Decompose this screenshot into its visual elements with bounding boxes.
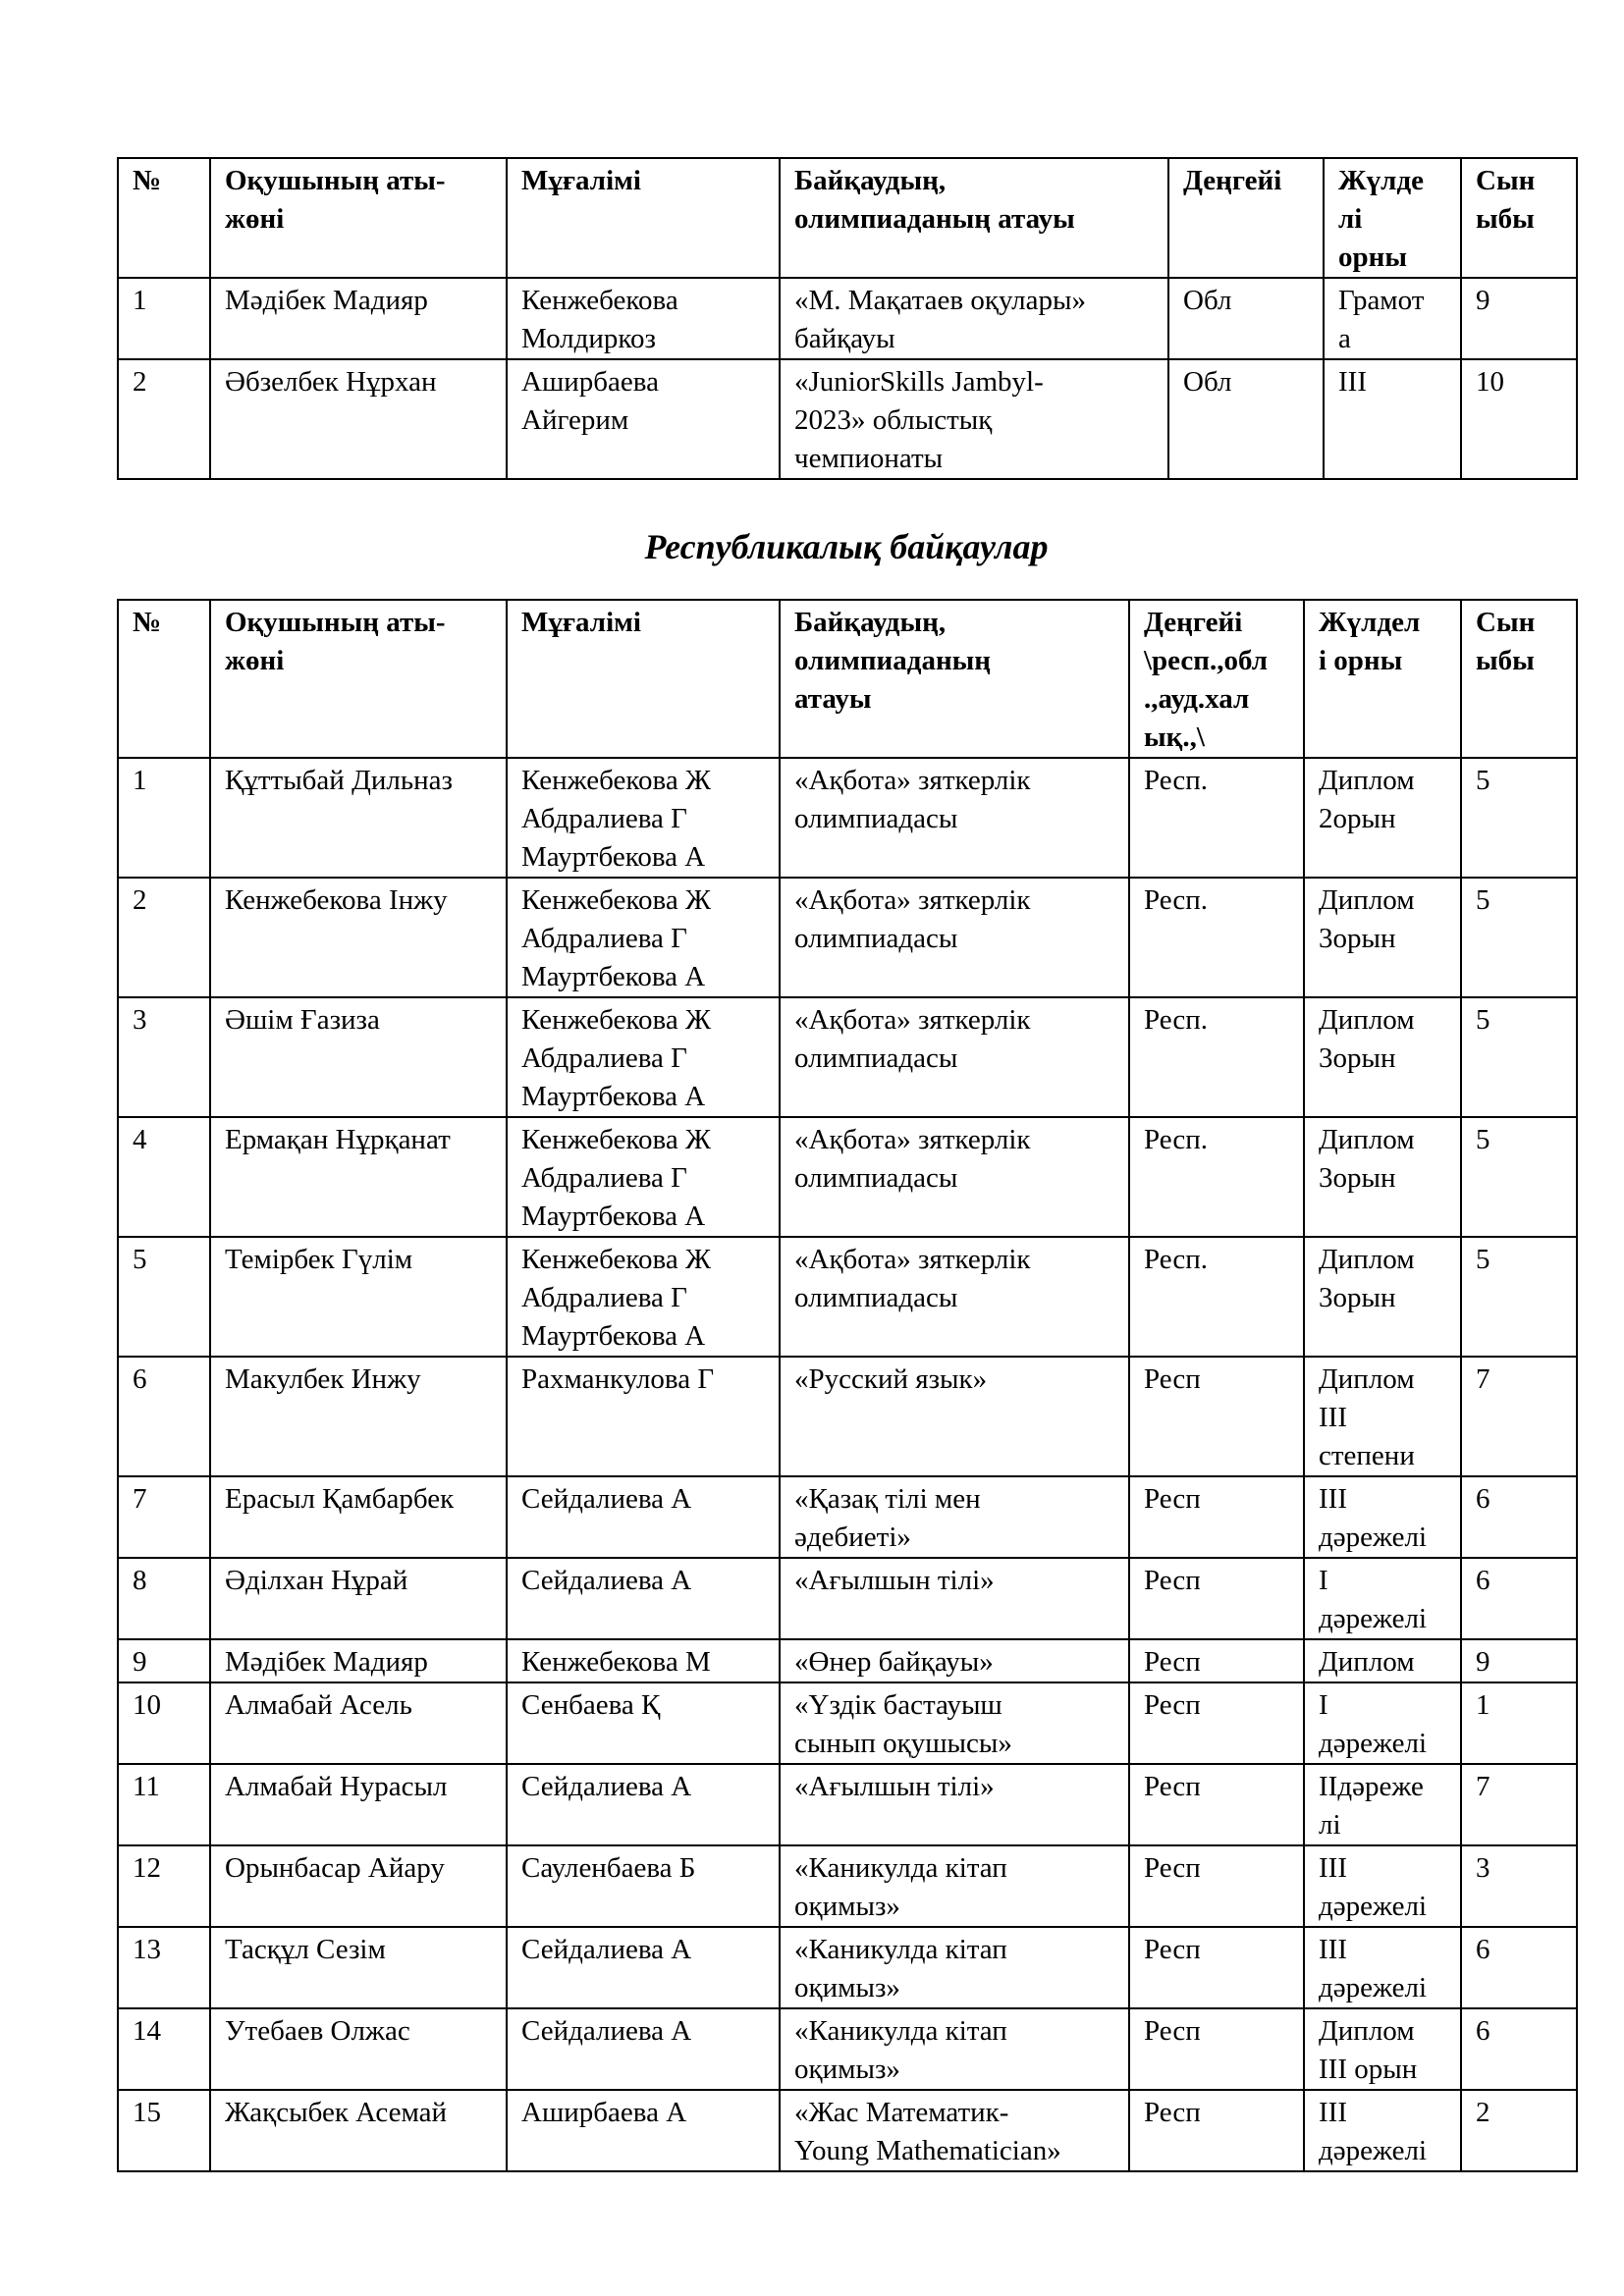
cell-competition: «Ақбота» зяткерлік олимпиадасы [780, 758, 1129, 878]
cell-student-name: Утебаев Олжас [210, 2008, 507, 2090]
table-row [118, 1237, 1577, 1357]
cell-number: 10 [118, 1682, 210, 1764]
cell-competition: «Үздік бастауыш сынып оқушысы» [780, 1682, 1129, 1764]
cell-teacher: Кенжебекова Ж Абдралиева Г Мауртбекова А [507, 878, 780, 997]
cell-competition: «Ағылшын тілі» [780, 1558, 1129, 1639]
republic-results-table [117, 599, 1578, 2172]
cell-student-name: Ерасыл Қамбарбек [210, 1476, 507, 1558]
cell-competition: «Өнер байқауы» [780, 1639, 1129, 1682]
cell-student-name: Мәдібек Мадияр [210, 278, 507, 359]
cell-competition: «Жас Математик- Young Mathematician» [780, 2090, 1129, 2171]
cell-grade: 5 [1461, 878, 1577, 997]
cell-place: ІІІ дәрежелі [1304, 1845, 1461, 1927]
cell-competition: «Ақбота» зяткерлік олимпиадасы [780, 1237, 1129, 1357]
table-row [118, 1117, 1577, 1237]
cell-number: 1 [118, 758, 210, 878]
cell-place: Диплом 3орын [1304, 878, 1461, 997]
cell-level: Респ. [1129, 1237, 1304, 1357]
cell-student-name: Макулбек Инжу [210, 1357, 507, 1476]
cell-level: Респ [1129, 1845, 1304, 1927]
table-row [118, 997, 1577, 1117]
cell-grade: 5 [1461, 758, 1577, 878]
cell-number: 15 [118, 2090, 210, 2171]
cell-level: Респ [1129, 1476, 1304, 1558]
header-row [118, 158, 1577, 278]
cell-competition: «М. Мақатаев оқулары» байқауы [780, 278, 1168, 359]
cell-grade: 6 [1461, 1558, 1577, 1639]
cell-level: Респ [1129, 1639, 1304, 1682]
cell-level: Респ. [1129, 997, 1304, 1117]
cell-number: 9 [118, 1639, 210, 1682]
cell-grade: 10 [1461, 359, 1577, 479]
cell-level: Респ [1129, 1357, 1304, 1476]
cell-student-name: Тасқұл Сезім [210, 1927, 507, 2008]
cell-teacher: Сенбаева Қ [507, 1682, 780, 1764]
cell-grade: 5 [1461, 1237, 1577, 1357]
cell-number: 1 [118, 278, 210, 359]
table-row [118, 1639, 1577, 1682]
cell-number: 12 [118, 1845, 210, 1927]
cell-grade: 6 [1461, 1476, 1577, 1558]
cell-teacher: Кенжебекова М [507, 1639, 780, 1682]
cell-grade: 9 [1461, 1639, 1577, 1682]
table-row [118, 1764, 1577, 1845]
cell-place: Диплом ІІІ степени [1304, 1357, 1461, 1476]
table-row [118, 1476, 1577, 1558]
cell-grade: 7 [1461, 1357, 1577, 1476]
cell-student-name: Темірбек Гүлім [210, 1237, 507, 1357]
cell-teacher: Сейдалиева А [507, 1764, 780, 1845]
cell-number: 8 [118, 1558, 210, 1639]
cell-level: Респ. [1129, 1117, 1304, 1237]
cell-teacher: Аширбаева Айгерим [507, 359, 780, 479]
cell-number: 11 [118, 1764, 210, 1845]
cell-place: Диплом 3орын [1304, 1237, 1461, 1357]
cell-teacher: Кенжебекова Ж Абдралиева Г Мауртбекова А [507, 997, 780, 1117]
cell-place: Диплом ІІІ орын [1304, 2008, 1461, 2090]
cell-grade: 5 [1461, 1117, 1577, 1237]
cell-number: 13 [118, 1927, 210, 2008]
col-teacher: Мұғалімі [507, 158, 780, 278]
cell-place: ІІІ дәрежелі [1304, 1476, 1461, 1558]
cell-number: 3 [118, 997, 210, 1117]
cell-level: Обл [1168, 278, 1324, 359]
cell-level: Респ. [1129, 758, 1304, 878]
cell-level: Респ [1129, 1927, 1304, 2008]
table-row [118, 278, 1577, 359]
col-grade: Сын ыбы [1461, 600, 1577, 758]
cell-number: 2 [118, 359, 210, 479]
table-row [118, 1682, 1577, 1764]
regional-table-body [118, 278, 1577, 479]
cell-place: І дәрежелі [1304, 1682, 1461, 1764]
cell-competition: «Ақбота» зяткерлік олимпиадасы [780, 997, 1129, 1117]
cell-grade: 3 [1461, 1845, 1577, 1927]
cell-competition: «JuniorSkills Jambyl- 2023» облыстық чемпионаты [780, 359, 1168, 479]
section-title: Республикалық байқаулар [644, 527, 1049, 566]
cell-place: Диплом 2орын [1304, 758, 1461, 878]
cell-competition: «Русский язык» [780, 1357, 1129, 1476]
cell-student-name: Ермақан Нұрқанат [210, 1117, 507, 1237]
cell-competition: «Қазақ тілі мен әдебиеті» [780, 1476, 1129, 1558]
cell-student-name: Алмабай Нурасыл [210, 1764, 507, 1845]
cell-teacher: Сейдалиева А [507, 1476, 780, 1558]
cell-number: 2 [118, 878, 210, 997]
table-row [118, 1357, 1577, 1476]
table-row [118, 878, 1577, 997]
republic-table-body [118, 758, 1577, 2171]
cell-number: 6 [118, 1357, 210, 1476]
cell-student-name: Мәдібек Мадияр [210, 1639, 507, 1682]
cell-grade: 5 [1461, 997, 1577, 1117]
cell-level: Респ [1129, 2008, 1304, 2090]
table-row [118, 359, 1577, 479]
regional-table-head [118, 158, 1577, 278]
cell-grade: 1 [1461, 1682, 1577, 1764]
col-student-name: Оқушының аты- жөні [210, 158, 507, 278]
cell-number: 4 [118, 1117, 210, 1237]
cell-student-name: Әбзелбек Нұрхан [210, 359, 507, 479]
cell-place: ІІІ дәрежелі [1304, 2090, 1461, 2171]
col-student-name: Оқушының аты- жөні [210, 600, 507, 758]
cell-grade: 2 [1461, 2090, 1577, 2171]
cell-student-name: Әшім Ғазиза [210, 997, 507, 1117]
cell-teacher: Сейдалиева А [507, 1558, 780, 1639]
cell-teacher: Аширбаева А [507, 2090, 780, 2171]
cell-level: Респ. [1129, 878, 1304, 997]
col-level: Деңгейі [1168, 158, 1324, 278]
cell-grade: 6 [1461, 1927, 1577, 2008]
cell-level: Обл [1168, 359, 1324, 479]
cell-student-name: Құттыбай Дильназ [210, 758, 507, 878]
cell-teacher: Сейдалиева А [507, 2008, 780, 2090]
cell-place: І дәрежелі [1304, 1558, 1461, 1639]
table-row [118, 1845, 1577, 1927]
cell-student-name: Әділхан Нұрай [210, 1558, 507, 1639]
table-row [118, 2008, 1577, 2090]
table-row [118, 1558, 1577, 1639]
table-row [118, 1927, 1577, 2008]
cell-competition: «Ағылшын тілі» [780, 1764, 1129, 1845]
cell-place: Диплом [1304, 1639, 1461, 1682]
cell-competition: «Каникулда кітап оқимыз» [780, 2008, 1129, 2090]
cell-place: Диплом 3орын [1304, 1117, 1461, 1237]
cell-student-name: Кенжебекова Інжу [210, 878, 507, 997]
cell-grade: 7 [1461, 1764, 1577, 1845]
cell-competition: «Ақбота» зяткерлік олимпиадасы [780, 878, 1129, 997]
cell-number: 14 [118, 2008, 210, 2090]
cell-teacher: Сауленбаева Б [507, 1845, 780, 1927]
cell-level: Респ [1129, 1558, 1304, 1639]
col-teacher: Мұғалімі [507, 600, 780, 758]
cell-place: ІІІ дәрежелі [1304, 1927, 1461, 2008]
table-row [118, 758, 1577, 878]
cell-teacher: Кенжебекова Молдиркоз [507, 278, 780, 359]
cell-level: Респ [1129, 2090, 1304, 2171]
cell-student-name: Орынбасар Айару [210, 1845, 507, 1927]
cell-grade: 9 [1461, 278, 1577, 359]
cell-teacher: Кенжебекова Ж Абдралиева Г Мауртбекова А [507, 758, 780, 878]
header-row [118, 600, 1577, 758]
cell-student-name: Жақсыбек Асемай [210, 2090, 507, 2171]
col-place: Жүлде лі орны [1324, 158, 1461, 278]
cell-competition: «Ақбота» зяткерлік олимпиадасы [780, 1117, 1129, 1237]
col-competition: Байқаудың, олимпиаданың атауы [780, 600, 1129, 758]
cell-competition: «Каникулда кітап оқимыз» [780, 1845, 1129, 1927]
cell-number: 5 [118, 1237, 210, 1357]
cell-competition: «Каникулда кітап оқимыз» [780, 1927, 1129, 2008]
cell-place: ІІдәреже лі [1304, 1764, 1461, 1845]
regional-results-table [117, 157, 1578, 480]
cell-level: Респ [1129, 1682, 1304, 1764]
col-place: Жүлдел і орны [1304, 600, 1461, 758]
cell-teacher: Кенжебекова Ж Абдралиева Г Мауртбекова А [507, 1117, 780, 1237]
col-competition: Байқаудың, олимпиаданың атауы [780, 158, 1168, 278]
col-number: № [118, 600, 210, 758]
cell-grade: 6 [1461, 2008, 1577, 2090]
cell-place: Грамот а [1324, 278, 1461, 359]
cell-student-name: Алмабай Асель [210, 1682, 507, 1764]
table-row [118, 2090, 1577, 2171]
cell-place: Диплом 3орын [1304, 997, 1461, 1117]
cell-level: Респ [1129, 1764, 1304, 1845]
republic-table-head [118, 600, 1577, 758]
col-level: Деңгейі \респ.,обл .,ауд.хал ық.,\ [1129, 600, 1304, 758]
col-number: № [118, 158, 210, 278]
cell-teacher: Рахманкулова Г [507, 1357, 780, 1476]
col-grade: Сын ыбы [1461, 158, 1577, 278]
cell-teacher: Сейдалиева А [507, 1927, 780, 2008]
cell-place: ІІІ [1324, 359, 1461, 479]
cell-number: 7 [118, 1476, 210, 1558]
cell-teacher: Кенжебекова Ж Абдралиева Г Мауртбекова А [507, 1237, 780, 1357]
